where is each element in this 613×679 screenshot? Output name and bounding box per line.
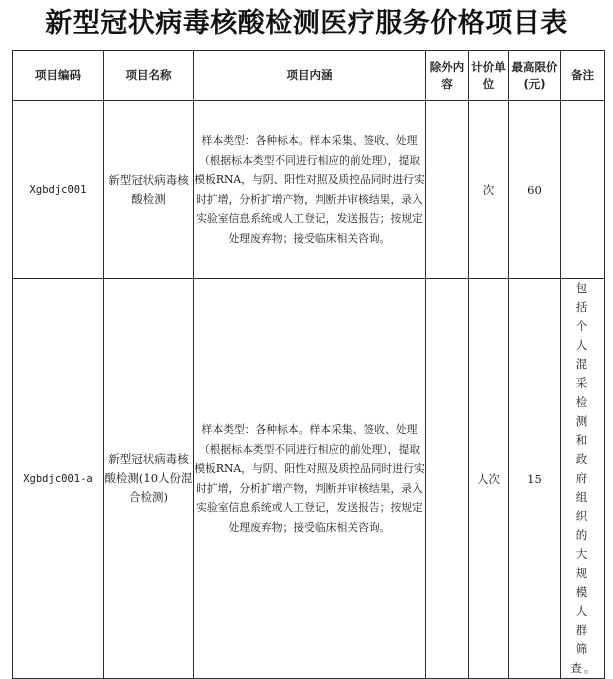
header-content: 项目内涵 (194, 51, 426, 101)
page-title: 新型冠状病毒核酸检测医疗服务价格项目表 (45, 8, 568, 39)
cell-note (561, 279, 605, 679)
content-text: 样本类型：各种标本。样本采集、签收、处理（根据标本类型不同进行相应的前处理），提取模板RNA，与阴、阳性对照及质控品同时进行实时扩增，分析扩增产物，判断并审核结果，录入实验室信息系统或人工登记，发送报告；按规定处理废弃物；接受临床相关咨询。 (194, 423, 425, 534)
cell-exclusion (426, 279, 469, 679)
header-unit: 计价单位 (469, 51, 509, 101)
cell-code: Xgbdjc001 (13, 101, 104, 279)
header-note: 备注 (561, 51, 605, 101)
content-text: 样本类型：各种标本。样本采集、签收、处理（根据标本类型不同进行相应的前处理），提取模板RNA，与阴、阳性对照及质控品同时进行实时扩增，分析扩增产物，判断并审核结果，录入实验室信息系统或人工登记，发送报告；按规定处理废弃物；接受临床相关咨询。 (194, 134, 425, 245)
price-table (12, 50, 605, 679)
cell-max-price: 15 (509, 279, 561, 679)
cell-code: Xgbdjc001-a (13, 279, 104, 679)
table-row (13, 279, 605, 679)
cell-unit: 人次 (469, 279, 509, 679)
header-exclusion: 除外内容 (426, 51, 469, 101)
table-row (13, 101, 605, 279)
cell-name: 新型冠状病毒核酸检测(10人份混合检测) (104, 279, 194, 679)
header-max-price: 最高限价(元) (509, 51, 561, 101)
cell-name: 新型冠状病毒核酸检测 (104, 101, 194, 279)
cell-content (194, 279, 426, 679)
note-text: 包括个人混采检测和政府组织的大规模人群筛查。 (570, 281, 598, 675)
header-name: 项目名称 (104, 51, 194, 101)
cell-exclusion (426, 101, 469, 279)
cell-content (194, 101, 426, 279)
header-row (13, 51, 605, 101)
header-code: 项目编码 (13, 51, 104, 101)
cell-unit: 次 (469, 101, 509, 279)
cell-max-price: 60 (509, 101, 561, 279)
cell-note (561, 101, 605, 279)
